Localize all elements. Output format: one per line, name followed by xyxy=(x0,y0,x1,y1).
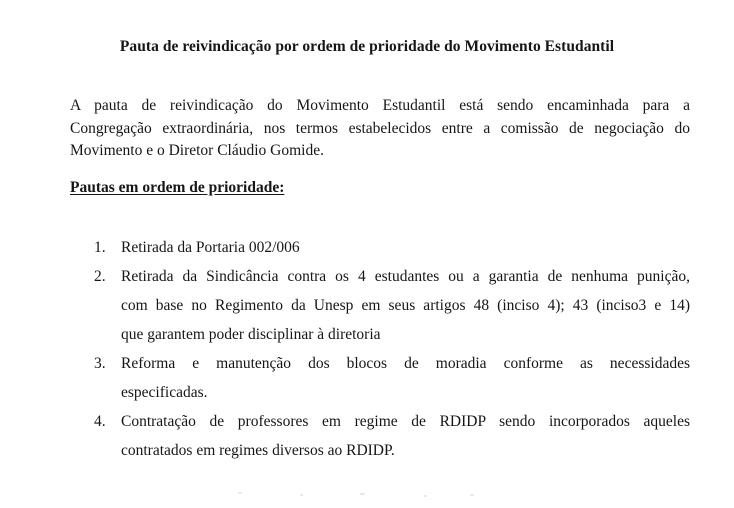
scan-speck xyxy=(238,492,242,494)
list-item-text: Contratação de professores em regime de RDIDP sendo incorporados aqueles xyxy=(121,413,690,430)
list-item-text: Reforma e manutenção dos blocos de moradia conforme as necessidades xyxy=(121,355,690,372)
list-item-text: Retirada da Portaria 002/006 xyxy=(121,239,300,256)
list-item xyxy=(94,349,690,407)
intro-line: Movimento e o Diretor Cláudio Gomide. xyxy=(70,142,324,159)
list-item-text: Retirada da Sindicância contra os 4 estudantes ou a garantia de nenhuma punição, xyxy=(121,268,690,285)
list-item-number: 3. xyxy=(94,355,106,372)
list-item-number: 4. xyxy=(94,413,106,430)
scan-speck xyxy=(300,494,303,496)
list-item xyxy=(94,233,690,262)
priority-list xyxy=(94,233,690,465)
list-item-text: que garantem poder disciplinar à diretoria xyxy=(121,326,381,343)
scan-speck xyxy=(360,493,365,495)
list-item-text: com base no Regimento da Unesp em seus artigos 48 (inciso 4); 43 (inciso3 e 14) xyxy=(121,297,690,314)
list-item-number: 1. xyxy=(94,239,106,256)
intro-line: A pauta de reivindicação do Movimento Estudantil está sendo encaminhada para a xyxy=(70,97,690,114)
intro-paragraph xyxy=(70,95,690,163)
section-heading: Pautas em ordem de prioridade: xyxy=(70,179,285,196)
intro-line: Congregação extraordinária, nos termos estabelecidos entre a comissão de negociação do xyxy=(70,119,690,137)
scan-speck xyxy=(424,495,427,497)
list-item-number: 2. xyxy=(94,268,106,285)
list-item-text: contratados em regimes diversos ao RDIDP. xyxy=(121,442,395,459)
list-item xyxy=(94,262,690,349)
list-item xyxy=(94,407,690,465)
list-item-text: especificadas. xyxy=(121,384,208,401)
document-title: Pauta de reivindicação por ordem de prioridade do Movimento Estudantil xyxy=(119,38,615,55)
scan-speck xyxy=(470,494,474,496)
